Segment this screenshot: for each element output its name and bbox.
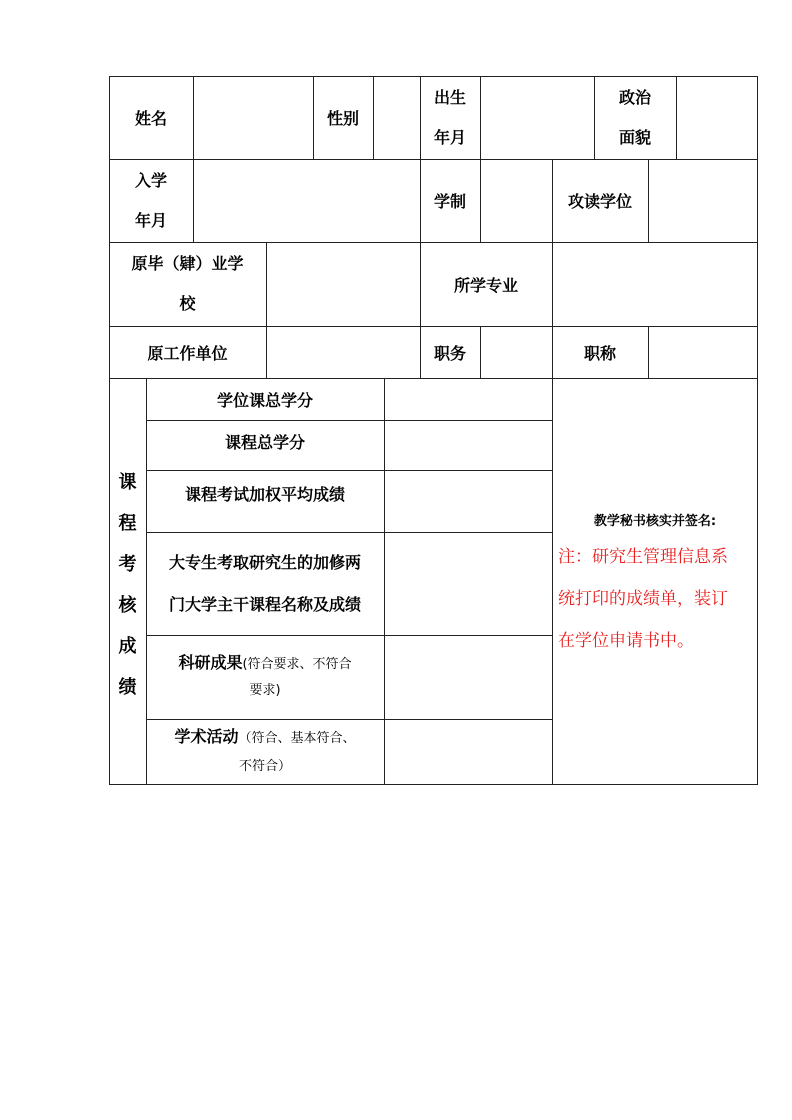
political-label-line2: 面貌 (618, 127, 651, 147)
name-label: 姓名 (134, 109, 167, 128)
academic-activities-title: 学术活动 (174, 726, 239, 746)
col-divider (552, 378, 553, 784)
research-results-value-field[interactable] (385, 636, 552, 719)
previous-school-value-field[interactable] (267, 243, 420, 326)
birth-label-line1: 出生 (433, 87, 466, 107)
school-label-line2: 校 (179, 294, 196, 313)
academic-activities-value-field[interactable] (385, 720, 552, 784)
total-course-credits-value-field[interactable] (385, 421, 552, 470)
degree-pursued-label: 攻读学位 (567, 192, 632, 211)
degree-course-credits-label: 学位课总学分 (216, 390, 313, 410)
vertical-char: 考 (118, 554, 137, 575)
research-results-options-cont: 要求) (249, 683, 281, 698)
degree-course-credits-value-field[interactable] (385, 379, 552, 420)
birth-date-label (420, 76, 480, 159)
professional-title-label: 职称 (583, 343, 616, 363)
academic-activities-line1 (174, 723, 355, 753)
weighted-average-score-label: 课程考试加权平均成绩 (184, 484, 345, 504)
additional-courses-line1: 大专生考取研究生的加修两 (168, 552, 361, 572)
major-value-field[interactable] (553, 243, 757, 326)
schooling-label: 学制 (433, 192, 466, 211)
gender-label: 性别 (326, 109, 359, 128)
previous-workplace-value-field[interactable] (267, 327, 420, 378)
additional-courses-value-field[interactable] (385, 533, 552, 635)
enrollment-date-value-field[interactable] (194, 160, 420, 242)
academic-activities-options: （符合、基本符合、 (238, 730, 356, 746)
birth-label-line2: 年月 (433, 127, 466, 147)
table-border-right (757, 76, 758, 785)
research-results-line1 (178, 650, 351, 678)
political-label-line1: 政治 (618, 87, 651, 107)
political-status-value-field[interactable] (677, 77, 757, 159)
vertical-char: 课 (118, 472, 137, 493)
academic-activities-label (146, 719, 384, 784)
school-label-line1: 原毕（肄）业学 (131, 254, 244, 273)
political-status-label (594, 76, 676, 159)
birth-date-value-field[interactable] (481, 77, 594, 159)
vertical-char: 成 (118, 636, 137, 657)
enroll-label-line1: 入学 (134, 170, 167, 190)
previous-workplace-label: 原工作单位 (147, 343, 228, 363)
additional-courses-line2: 门大学主干课程名称及成绩 (168, 594, 361, 614)
duty-label: 职务 (433, 343, 466, 363)
academic-activities-options-cont: 不符合） (238, 758, 291, 774)
research-results-options: (符合要求、不符合 (242, 657, 352, 672)
degree-pursued-value-field[interactable] (649, 160, 757, 242)
course-assessment-vertical-label (109, 378, 146, 784)
note-line1: 注：研究生管理信息系 (558, 547, 728, 567)
weighted-average-score-value-field[interactable] (385, 471, 552, 532)
schooling-value-field[interactable] (481, 160, 552, 242)
additional-courses-label (146, 532, 384, 635)
gender-value-field[interactable] (374, 77, 420, 159)
research-results-title: 科研成果 (178, 653, 243, 672)
note-line2: 统打印的成绩单，装订 (558, 589, 728, 609)
enrollment-date-label (109, 159, 193, 242)
note-line3: 在学位申请书中。 (558, 631, 694, 651)
name-value-field[interactable] (194, 77, 313, 159)
vertical-char: 核 (118, 595, 137, 616)
enroll-label-line2: 年月 (134, 210, 167, 230)
professional-title-value-field[interactable] (649, 327, 757, 378)
table-border-bottom (109, 784, 758, 785)
transcript-note (558, 536, 754, 662)
vertical-char: 绩 (118, 677, 137, 698)
previous-school-label (109, 242, 266, 326)
total-course-credits-label: 课程总学分 (224, 432, 305, 452)
research-results-label (146, 635, 384, 719)
duty-value-field[interactable] (481, 327, 552, 378)
vertical-char: 程 (118, 513, 137, 534)
secretary-signature-label: 教学秘书核实并签名: (593, 513, 717, 529)
major-label: 所学专业 (453, 275, 518, 295)
